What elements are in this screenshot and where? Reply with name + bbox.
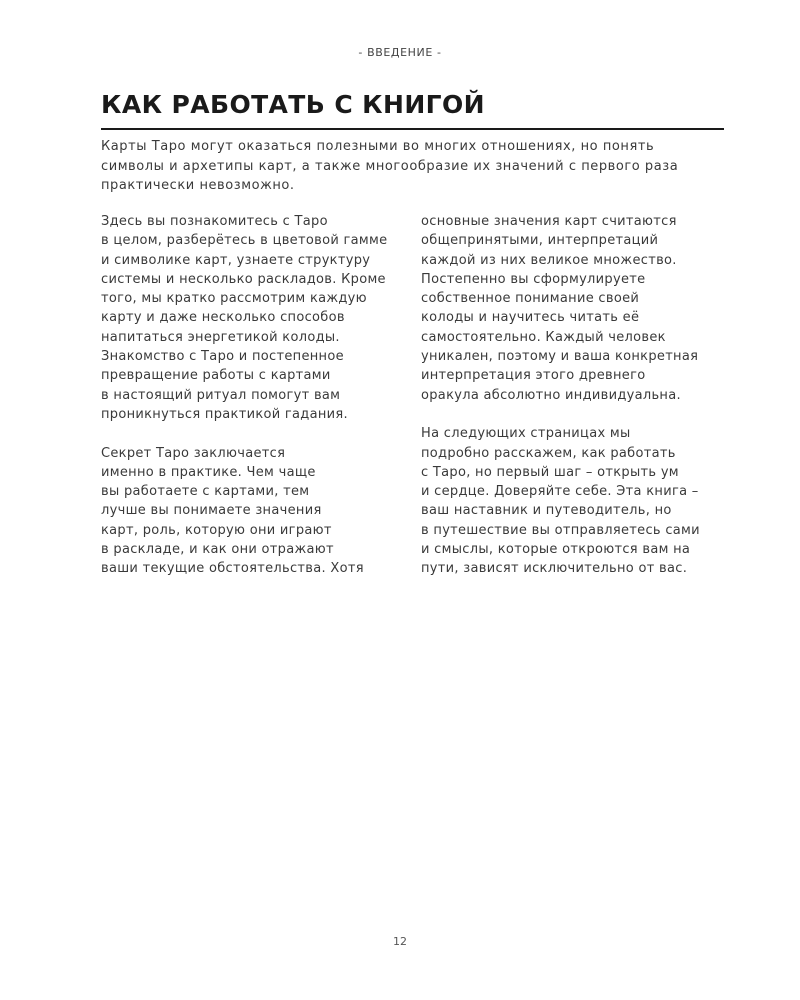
body-paragraph xyxy=(421,212,735,405)
text-line: в целом, разберётесь в цветовой гамме xyxy=(101,233,388,249)
lead-line: практически невозможно. xyxy=(101,178,295,193)
text-line: проникнуться практикой гадания. xyxy=(101,406,348,422)
text-line: колоды и научитесь читать её xyxy=(421,310,640,326)
text-line: Постепенно вы сформулируете xyxy=(421,271,646,287)
lead-line: символы и архетипы карт, а также многообразие их значений с первого раза xyxy=(101,158,679,174)
page-title: КАК РАБОТАТЬ С КНИГОЙ xyxy=(101,90,485,119)
text-line: самостоятельно. Каждый человек xyxy=(421,329,666,345)
text-line: интерпретация этого древнего xyxy=(421,368,646,384)
text-line: лучше вы понимаете значения xyxy=(101,503,322,519)
text-line: основные значения карт считаются xyxy=(421,214,677,229)
right-column xyxy=(421,212,735,598)
text-line: в настоящий ритуал помогут вам xyxy=(101,387,341,403)
text-line: превращение работы с картами xyxy=(101,368,331,384)
text-line: напитаться энергетикой колоды. xyxy=(101,329,340,345)
text-line: На следующих страницах мы xyxy=(421,426,631,442)
text-line: в путешествие вы отправляетесь сами xyxy=(421,522,700,538)
text-line: и символике карт, узнаете структуру xyxy=(101,252,371,268)
body-paragraph xyxy=(101,444,407,579)
text-line: Здесь вы познакомитесь с Таро xyxy=(101,214,328,229)
running-head: - ВВЕДЕНИЕ - xyxy=(358,46,442,59)
text-line: каждой из них великое множество. xyxy=(421,252,677,268)
text-line: Секрет Таро заключается xyxy=(101,445,286,461)
text-line: общепринятыми, интерпретаций xyxy=(421,233,659,249)
text-line: с Таро, но первый шаг – открыть ум xyxy=(421,464,679,480)
text-line: собственное понимание своей xyxy=(421,291,640,307)
text-line: ваш наставник и путеводитель, но xyxy=(421,503,672,519)
body-paragraph xyxy=(101,212,407,424)
body-paragraph xyxy=(421,424,735,578)
text-line: пути, зависят исключительно от вас. xyxy=(421,561,688,577)
text-line: и смыслы, которые откроются вам на xyxy=(421,542,691,558)
text-line: карту и даже несколько способов xyxy=(101,310,345,326)
text-line: и сердце. Доверяйте себе. Эта книга – xyxy=(421,484,699,500)
text-line: вы работаете с картами, тем xyxy=(101,484,310,500)
lead-paragraph xyxy=(101,137,731,196)
text-line: подробно расскажем, как работать xyxy=(421,445,676,461)
lead-line: Карты Таро могут оказаться полезными во многих отношениях, но понять xyxy=(101,139,655,154)
text-line: того, мы кратко рассмотрим каждую xyxy=(101,291,367,307)
text-line: системы и несколько раскладов. Кроме xyxy=(101,271,386,287)
text-line: в раскладе, и как они отражают xyxy=(101,542,334,558)
title-rule xyxy=(101,128,724,130)
page-number: 12 xyxy=(393,935,407,948)
left-column xyxy=(101,212,407,598)
text-line: карт, роль, которую они играют xyxy=(101,522,332,538)
text-line: Знакомство с Таро и постепенное xyxy=(101,349,344,365)
text-line: уникален, поэтому и ваша конкретная xyxy=(421,349,699,365)
text-line: именно в практике. Чем чаще xyxy=(101,464,316,480)
text-line: оракула абсолютно индивидуальна. xyxy=(421,387,681,403)
text-line: ваши текущие обстоятельства. Хотя xyxy=(101,561,364,577)
